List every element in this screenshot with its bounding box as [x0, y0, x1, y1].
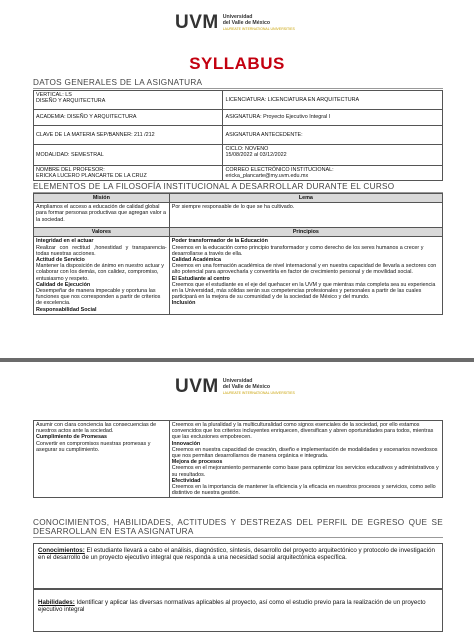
general-data-table — [33, 90, 443, 181]
principio-text: Creemos en la educación como principio transformador y como derecho de los seres humanos a crecer y desarrollarse a través de ella. — [171, 244, 424, 257]
philosophy-table-continued — [33, 420, 443, 498]
cell-valores-cont — [34, 421, 170, 498]
header-lema: Lema — [169, 194, 442, 203]
logo-line-3: LAUREATE INTERNATIONAL UNIVERSITIES — [222, 27, 295, 31]
logo-wordmark: UVM — [175, 12, 219, 33]
principio-text: Creemos en nuestra capacidad de creación, diseño e implementación de modalidades y escenarios novedosos que nos permitan desarrollarnos de manera orgánica e integrada. — [171, 446, 438, 460]
document-page-2 — [0, 362, 474, 632]
section-rule — [33, 537, 443, 538]
table-row — [34, 203, 443, 228]
cell-modalidad: MODALIDAD: SEMESTRAL — [34, 145, 223, 166]
uvm-logo — [175, 376, 295, 398]
header-principios: Principios — [169, 228, 442, 237]
logo-wordmark: UVM — [175, 376, 219, 397]
philosophy-table — [33, 193, 443, 315]
valor-text: Asumir con clara conciencia las consecuencias de nuestros actos ante la sociedad. — [36, 422, 157, 435]
page-title: SYLLABUS — [189, 54, 285, 73]
cell-clave: CLAVE DE LA MATERIA SEP/BANNER: 211 /212 — [34, 126, 223, 145]
habilidades-label: Habilidades: — [38, 599, 75, 606]
cell-principios-cont — [169, 421, 442, 498]
logo-line-3: LAUREATE INTERNATIONAL UNIVERSITIES — [222, 391, 295, 395]
table-row — [34, 166, 443, 181]
section-heading-datos — [33, 78, 443, 89]
conocimientos-text: El estudiante llevará a cabo el análisis, diagnóstico, síntesis, desarrollo del proyecto arquitectónico y protocolo de investigación en el desarrollo de un proyecto ejecutivo integral que responda a una necesidad social arquitectónica específica. — [38, 547, 435, 562]
table-row — [34, 91, 443, 110]
section-heading-text: CONOCIMIENTOS, HABILIDADES, ACTITUDES Y DESTREZAS DEL PERFIL DE EGRESO QUE SE DESARROLLAN EN ESTA ASIGNATURA — [33, 518, 443, 536]
principio-title: Calidad Académica — [171, 257, 221, 264]
principio-text: Creemos que el estudiante es el eje del quehacer en la UVM y que mientras más completa sea su experiencia en la Universidad, más sólidas serán sus competencias profesionales y personales a partir de las cuales participará en la mejora de su comunidad y de la sociedad de México y del mundo. — [171, 281, 436, 301]
section-heading-text: ELEMENTOS DE LA FILOSOFÍA INSTITUCIONAL A DESARROLLAR DURANTE EL CURSO — [33, 182, 395, 191]
cell-correo: CORREO ELECTRÓNICO INSTITUCIONAL: ericka_plancarte@my.uvm.edu.mx — [223, 166, 443, 181]
table-row — [34, 421, 443, 498]
section-rule — [33, 88, 443, 89]
valor-title: Responsabilidad Social — [36, 306, 97, 313]
cell-antecedente: ASIGNATURA ANTECEDENTE: — [223, 126, 443, 145]
principio-title: Mejora de procesos — [171, 459, 223, 466]
valor-text: Desempeñar de manera impecable y oportuna las funciones que nos corresponden a partir de criterios de excelencia. — [36, 288, 161, 307]
logo-line-1: Universidad — [222, 14, 253, 20]
table-row — [34, 110, 443, 126]
section-heading-perfil — [33, 518, 443, 538]
logo-subtitle — [223, 378, 295, 396]
habilidades-text: Identificar y aplicar las diversas normativas aplicables al proyecto, así como el estudio previo para la realización de un proyecto ejecutivo integral — [38, 599, 426, 614]
principio-title: Poder transformador de la Educación — [171, 238, 268, 245]
cell-profesor: NOMBRE DEL PROFESOR: ERICKA LUCERO PLANCARTE DE LA CRUZ — [34, 166, 223, 181]
table-row — [34, 237, 443, 314]
valor-title: Calidad de Ejecución — [36, 281, 91, 288]
cell-licenciatura: LICENCIATURA: LICENCIATURA EN ARQUITECTURA — [223, 91, 443, 110]
cell-lema-text: Por siempre responsable de lo que se ha cultivado. — [169, 203, 442, 228]
principio-text: Creemos en la importancia de mantener la eficiencia y la eficacia en nuestros procesos y servicios, como sello distintivo de nuestra gestión. — [171, 484, 436, 497]
table-row — [34, 126, 443, 145]
table-row — [34, 145, 443, 166]
conocimientos-box — [33, 543, 443, 589]
header-mision: Misión — [34, 194, 170, 203]
uvm-logo — [175, 12, 295, 34]
section-heading-text: DATOS GENERALES DE LA ASIGNATURA — [33, 78, 203, 87]
table-header-row — [34, 228, 443, 237]
logo-line-2: del Valle de México — [222, 20, 271, 26]
valor-title: Actitud de Servicio — [36, 257, 85, 264]
cell-valores — [34, 237, 170, 314]
principio-title: Efectividad — [171, 477, 201, 484]
valor-text: Convertir en compromisos nuestras promesas y asegurar su cumplimiento. — [36, 440, 151, 453]
principio-title: Innovación — [171, 440, 201, 447]
cell-vertical: VERTICAL: LS DISEÑO Y ARQUITECTURA — [34, 91, 223, 110]
principio-text: Creemos en el mejoramiento permanente como base para optimizar los servicios educativos y administrativos y su resultados. — [171, 465, 439, 478]
valor-title: Cumplimiento de Promesas — [36, 434, 107, 441]
logo-subtitle — [223, 14, 295, 32]
valor-text: Mantener la disposición de ánimo en nuestro actuar y colaborar con los demás, con calidez, compromiso, entusiasmo y respeto. — [36, 263, 164, 282]
cell-principios — [169, 237, 442, 314]
header-valores: Valores — [34, 228, 170, 237]
conocimientos-label: Conocimientos: — [38, 547, 85, 554]
principio-title: Inclusión — [171, 300, 196, 307]
valor-title: Integridad en el actuar — [36, 238, 94, 245]
cell-ciclo: CICLO: NOVENO 15/08/2022 al 03/12/2022 — [223, 145, 443, 166]
section-heading-filosofia — [33, 182, 443, 193]
principio-text: Creemos en una formación académica de nivel internacional y en nuestra capacidad de llevarla a sectores con alto potencial para aprovecharla y convertirla en factor de crecimiento personal y de movilidad social. — [171, 263, 437, 276]
cell-mision-text: Ampliamos el acceso a educación de calidad global para formar personas productivas que agregan valor a la sociedad. — [34, 203, 170, 228]
habilidades-box — [33, 589, 443, 632]
cell-asignatura: ASIGNATURA: Proyecto Ejecutivo Integral I — [223, 110, 443, 126]
logo-line-1: Universidad — [222, 378, 253, 384]
table-header-row — [34, 194, 443, 203]
logo-line-2: del Valle de México — [222, 384, 271, 390]
cell-academia: ACADEMIA: DISEÑO Y ARQUITECTURA — [34, 110, 223, 126]
valor-text: Realizar con rectitud ,honestidad y transparencia- todas nuestras acciones. — [36, 244, 167, 257]
principio-text: Creemos en la pluralidad y la multiculturalidad como signos esenciales de la sociedad, por ello estamos convencidos que los criterios incluyentes enriquecen, diversifican y abren oportunidades para todos, mientras que las exclusiones empobrecen. — [171, 422, 434, 441]
principio-title: El Estudiante al centro — [171, 275, 230, 282]
